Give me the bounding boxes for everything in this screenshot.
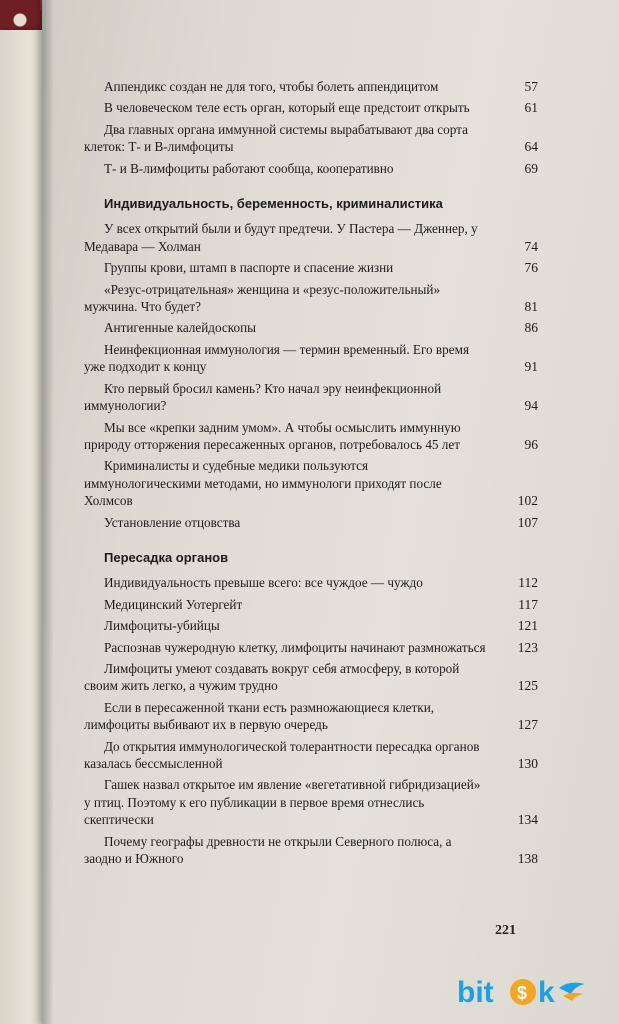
- toc-entry: [84, 220, 538, 255]
- toc-entry-page: 138: [517, 851, 538, 867]
- toc-entry-title: «Резус-отрицательная» женщина и «резус-положительный» мужчина. Что будет?: [84, 281, 441, 315]
- toc-entry: [84, 596, 538, 613]
- toc-entry-page: 117: [518, 596, 538, 612]
- toc-entry: [84, 160, 538, 177]
- svg-text:$: $: [517, 983, 528, 1003]
- toc-entry: [84, 617, 538, 634]
- toc-entry: [84, 341, 538, 376]
- toc-entry-page: 96: [524, 436, 538, 452]
- toc-entry-page: 102: [517, 493, 538, 509]
- toc-entry-page: 57: [524, 79, 538, 94]
- toc-entry-title: Мы все «крепки задним умом». А чтобы осмыслить иммунную природу отторжения пересаженных органов, потребовалось 45 лет: [84, 419, 461, 452]
- toc-entry: [84, 380, 538, 415]
- toc-entry: [84, 833, 538, 868]
- toc-entry: [84, 639, 538, 656]
- toc-entry-title: Два главных органа иммунной системы вырабатывают два сорта клеток: Т- и В-лимфоциты: [84, 121, 468, 155]
- section-heading: Пересадка органов: [104, 549, 229, 565]
- toc-entry-title: Гашек назвал открытое им явление «вегетативной гибридизацией» у птиц. Поэтому к его публикации в первое время отнеслись скептически: [84, 777, 481, 828]
- svg-text:bit: bit: [457, 976, 494, 1009]
- book-cover-edge: [0, 30, 48, 1024]
- toc-entry-page: 94: [524, 398, 538, 414]
- toc-entry: [84, 738, 538, 773]
- toc-entry-page: 76: [524, 260, 538, 276]
- toc-entry-title: В человеческом теле есть орган, который еще предстоит открыть: [104, 100, 470, 116]
- toc-entry-page: 74: [524, 238, 538, 254]
- toc-entry: [84, 574, 538, 591]
- toc-entry: [84, 419, 538, 454]
- toc-entry-title: Медицинский Уотергейт: [104, 596, 243, 612]
- toc-entry: [84, 281, 538, 316]
- toc-entry-page: 86: [524, 320, 538, 336]
- toc-entry: [84, 776, 538, 828]
- page-spine-shadow: [42, 0, 54, 1024]
- toc-entry-page: 61: [524, 100, 538, 116]
- toc-entry-title: Лимфоциты умеют создавать вокруг себя атмосферу, в которой своим жить легко, а чужим трудно: [84, 660, 460, 694]
- toc-entry: [84, 457, 538, 509]
- toc-entry-page: 134: [517, 812, 538, 828]
- toc-entry-title: Распознав чужеродную клетку, лимфоциты начинают размножаться: [104, 639, 486, 655]
- toc-entry-page: 125: [517, 678, 538, 694]
- svg-text:k: k: [538, 976, 555, 1009]
- toc-entry-title: Почему географы древности не открыли Северного полюса, а заодно и Южного: [84, 833, 452, 867]
- toc-entry-page: 112: [518, 575, 538, 591]
- toc-entry: [84, 514, 538, 531]
- toc-entry-page: 64: [524, 139, 538, 155]
- toc-entry: [84, 699, 538, 734]
- toc-entry-title: Кто первый бросил камень? Кто начал эру неинфекционной иммунологии?: [84, 380, 442, 414]
- toc-entry-page: 127: [517, 717, 538, 733]
- toc-entry-title: Индивидуальность превыше всего: все чуждое — чуждо: [104, 575, 423, 591]
- page-number: 221: [495, 923, 516, 938]
- toc-entry-page: 81: [524, 299, 538, 315]
- table-of-contents: [84, 78, 538, 871]
- toc-entry: [84, 121, 538, 156]
- toc-entry-title: У всех открытий были и будут предтечи. У Пастера — Дженнер, у Медавара — Холман: [84, 221, 478, 254]
- toc-entry: [84, 78, 538, 95]
- toc-entry-page: 91: [524, 359, 538, 375]
- toc-entry: [84, 660, 538, 695]
- toc-entry-title: Неинфекционная иммунология — термин временный. Его время уже подходит к концу: [84, 341, 470, 375]
- toc-entry-page: 69: [524, 160, 538, 176]
- toc-entry: [84, 319, 538, 336]
- toc-entry-page: 130: [517, 756, 538, 771]
- toc-entry-title: Аппендикс создан не для того, чтобы болеть аппендицитом: [104, 79, 439, 94]
- toc-entry-page: 121: [517, 618, 538, 634]
- watermark-logo: [455, 966, 605, 1016]
- section-heading: Индивидуальность, беременность, криминалистика: [104, 196, 443, 212]
- toc-entry-title: Установление отцовства: [104, 514, 241, 530]
- toc-entry-title: Лимфоциты-убийцы: [104, 618, 220, 634]
- toc-entry-title: Группы крови, штамп в паспорте и спасение жизни: [104, 260, 394, 276]
- toc-entry-page: 123: [517, 639, 538, 655]
- toc-entry: [84, 259, 538, 276]
- toc-entry: [84, 99, 538, 116]
- toc-entry-title: Криминалисты и судебные медики пользуются иммунологическими методами, но иммунологи приходят после Холмсов: [84, 458, 442, 509]
- toc-entry-title: До открытия иммунологической толерантности пересадка органов казалась бессмысленной: [84, 738, 480, 771]
- toc-entry-page: 107: [517, 514, 538, 530]
- toc-entry-title: Если в пересаженной ткани есть размножающиеся клетки, лимфоциты выбивают их в первую очередь: [84, 699, 435, 733]
- toc-entry-title: Антигенные калейдоскопы: [104, 320, 257, 336]
- toc-entry-title: Т- и В-лимфоциты работают сообща, кооперативно: [104, 160, 394, 176]
